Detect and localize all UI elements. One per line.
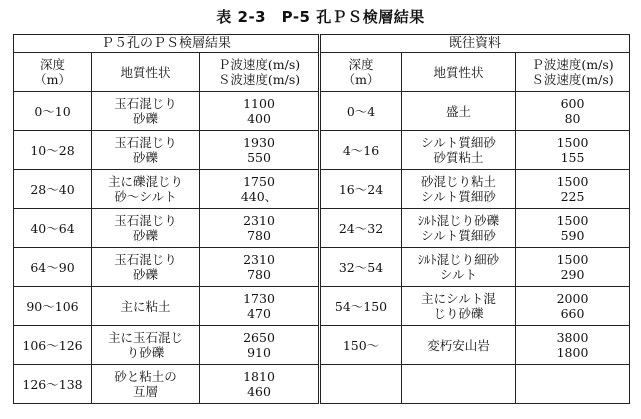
geology-line: 砂～シルト (114, 189, 177, 204)
s-velocity-value: 1800 (556, 345, 589, 360)
depth-cell (14, 287, 92, 326)
geology-line: ｼﾙﾄ混じり砂礫 (417, 213, 500, 228)
column-header-velocity (200, 53, 320, 92)
column-header-depth (14, 53, 92, 92)
velocity-cell (200, 365, 320, 404)
geology-line: 玉石混じり (114, 135, 177, 150)
geology-cell (92, 170, 200, 209)
p-velocity-value: 1810 (243, 369, 275, 384)
column-header-geology: 地質性状 (402, 53, 516, 92)
p-velocity-value: 1500 (556, 135, 589, 150)
s-velocity-value: 660 (560, 306, 585, 321)
depth-cell (14, 326, 92, 365)
velocity-cell (516, 170, 630, 209)
depth-value: 0～4 (346, 103, 376, 119)
geology-line: シルト質細砂 (421, 135, 496, 150)
velocity-cell (516, 92, 630, 131)
geology-cell (92, 92, 200, 131)
velocity-cell (200, 170, 320, 209)
depth-value: 54～150 (334, 298, 388, 314)
s-velocity-value: 155 (560, 150, 585, 165)
column-header-geology: 地質性状 (92, 53, 200, 92)
p-velocity-value: 1500 (556, 213, 589, 228)
geology-cell (402, 131, 516, 170)
geology-cell (402, 170, 516, 209)
geology-cell (92, 287, 200, 326)
geology-cell (92, 365, 200, 404)
geology-cell (402, 365, 516, 404)
depth-cell (320, 170, 402, 209)
depth-value: 4～16 (342, 142, 380, 158)
velocity-cell (200, 92, 320, 131)
depth-value: 24～32 (338, 220, 384, 236)
s-velocity-value: 400 (247, 111, 271, 126)
geology-line: 砂混じり粘土 (421, 174, 497, 189)
group-header-p5: Ｐ５孔のＰＳ検層結果 (14, 35, 320, 53)
depth-cell (320, 326, 402, 365)
p-velocity-value: 2310 (243, 213, 275, 228)
depth-cell (14, 131, 92, 170)
group-header-existing: 既往資料 (320, 35, 630, 53)
p-velocity-label: Ｐ波速度(m/s) (217, 57, 301, 72)
geology-line: り砂礫 (126, 345, 165, 360)
geology-cell (402, 248, 516, 287)
depth-cell (14, 92, 92, 131)
depth-value: 0～10 (34, 103, 71, 119)
s-velocity-value: 910 (247, 345, 271, 360)
geology-line: じり砂礫 (433, 306, 484, 321)
geology-cell (402, 287, 516, 326)
p-velocity-value: 1750 (243, 174, 275, 189)
depth-value: 150～ (342, 337, 380, 353)
table-row (14, 248, 630, 287)
velocity-cell (516, 287, 630, 326)
depth-unit: （m） (342, 72, 380, 87)
table-row (14, 287, 630, 326)
velocity-cell (200, 326, 320, 365)
geology-line: 玉石混じり (114, 96, 177, 111)
geology-cell (92, 131, 200, 170)
velocity-cell (516, 326, 630, 365)
depth-cell (14, 209, 92, 248)
column-header-velocity (516, 53, 630, 92)
depth-value: 40～64 (30, 220, 75, 236)
geology-line: 砂礫 (132, 228, 158, 243)
s-velocity-label: Ｓ波速度(m/s) (531, 72, 614, 87)
s-velocity-value: 470 (247, 306, 271, 321)
geology-line: 砂と粘土の (114, 369, 177, 384)
depth-value: 10～28 (30, 142, 75, 158)
depth-cell (320, 92, 402, 131)
geology-line: ｼﾙﾄ混じり細砂 (417, 252, 500, 267)
column-header-depth (320, 53, 402, 92)
depth-value: 28～40 (30, 181, 75, 197)
geology-line: シルト質細砂 (421, 189, 496, 204)
geology-cell (402, 92, 516, 131)
geology-line: 主に粘土 (120, 298, 171, 314)
geology-line: 変朽安山岩 (427, 337, 490, 353)
depth-cell (14, 170, 92, 209)
depth-cell (320, 365, 402, 404)
table-row (14, 131, 630, 170)
depth-cell (14, 248, 92, 287)
p-velocity-value: 1730 (243, 291, 275, 306)
s-velocity-value: 550 (247, 150, 271, 165)
velocity-cell (200, 209, 320, 248)
geology-line: シルト (439, 267, 478, 282)
geology-line: 砂礫 (132, 267, 158, 282)
geology-cell (92, 326, 200, 365)
depth-value: 16～24 (338, 181, 384, 197)
geology-line: 互層 (132, 384, 158, 399)
s-velocity-value: 460 (247, 384, 271, 399)
velocity-cell (516, 131, 630, 170)
depth-cell (320, 248, 402, 287)
depth-unit: （m） (34, 72, 71, 87)
table-title: 表 2-3 P-5 孔ＰＳ検層結果 (216, 8, 425, 26)
depth-label: 深度 (39, 57, 65, 72)
ps-logging-table (13, 34, 630, 404)
table-row (14, 326, 630, 365)
s-velocity-value: 225 (560, 189, 585, 204)
p-velocity-value: 1500 (556, 174, 589, 189)
p-velocity-value: 2650 (243, 330, 275, 345)
p-velocity-value: 2310 (243, 252, 275, 267)
s-velocity-value: 440、 (240, 189, 278, 204)
p-velocity-label: Ｐ波速度(m/s) (531, 57, 614, 72)
depth-value: 106～126 (22, 337, 83, 353)
s-velocity-value: 780 (247, 228, 271, 243)
velocity-cell (200, 287, 320, 326)
depth-value: 126～138 (22, 376, 83, 392)
geology-cell (92, 248, 200, 287)
geology-line: 玉石混じり (114, 213, 177, 228)
depth-cell (320, 131, 402, 170)
velocity-cell (516, 248, 630, 287)
p-velocity-value: 3800 (556, 330, 589, 345)
s-velocity-label: Ｓ波速度(m/s) (217, 72, 301, 87)
geology-cell (92, 209, 200, 248)
velocity-cell (200, 248, 320, 287)
geology-line: 主に玉石混じ (107, 330, 183, 345)
geology-cell (402, 326, 516, 365)
p-velocity-value: 2000 (556, 291, 589, 306)
depth-cell (14, 365, 92, 404)
depth-value: 32～54 (338, 259, 384, 275)
geology-cell (402, 209, 516, 248)
depth-cell (320, 287, 402, 326)
s-velocity-value: 80 (564, 111, 581, 126)
table-row (14, 92, 630, 131)
velocity-cell (200, 131, 320, 170)
geology-line: 砂質粘土 (433, 150, 484, 165)
s-velocity-value: 780 (247, 267, 271, 282)
p-velocity-value: 600 (560, 96, 585, 111)
table-row (14, 209, 630, 248)
geology-line: 玉石混じり (114, 252, 177, 267)
depth-value: 64～90 (30, 259, 75, 275)
table-row (14, 365, 630, 404)
geology-line: 主にシルト混 (421, 291, 496, 306)
depth-cell (320, 209, 402, 248)
geology-line: 砂礫 (132, 111, 158, 126)
p-velocity-value: 1930 (243, 135, 275, 150)
geology-line: 砂礫 (132, 150, 158, 165)
geology-line: シルト質細砂 (421, 228, 496, 243)
velocity-cell (516, 209, 630, 248)
depth-label: 深度 (348, 57, 374, 72)
s-velocity-value: 290 (560, 267, 585, 282)
velocity-cell (516, 365, 630, 404)
geology-line: 主に礫混じり (107, 174, 183, 189)
geology-line: 盛土 (446, 103, 472, 119)
table-row (14, 170, 630, 209)
p-velocity-value: 1500 (556, 252, 589, 267)
p-velocity-value: 1100 (243, 96, 275, 111)
depth-value: 90～106 (26, 298, 79, 314)
s-velocity-value: 590 (560, 228, 585, 243)
